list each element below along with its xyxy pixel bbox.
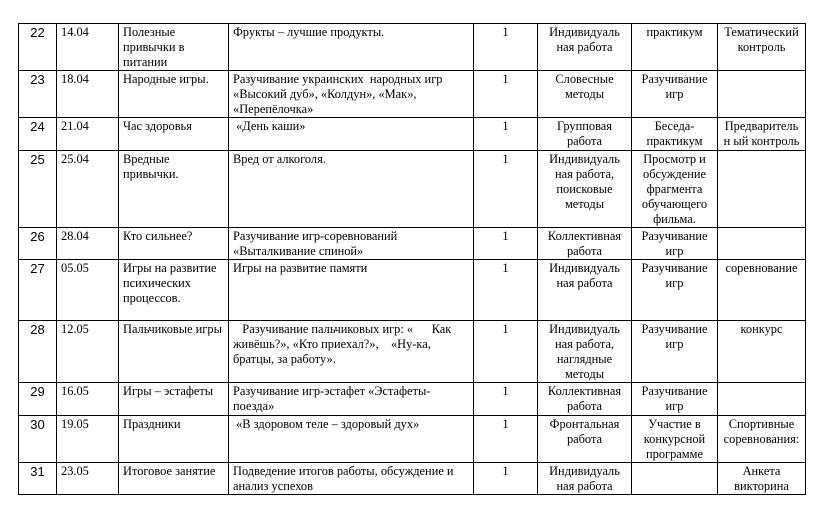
lesson-date: 19.05 [57,416,119,463]
lesson-hours: 1 [474,383,538,416]
row-number: 31 [19,463,57,495]
lesson-control: Спортивные соревнования: [718,416,806,463]
lesson-form: Индивидуаль ная работа [538,463,632,495]
table-row [19,71,806,118]
lesson-content-text: «В здоровом теле – здоровый дух» [233,417,420,431]
lesson-content [229,71,474,118]
lesson-hours: 1 [474,321,538,383]
table-row [19,416,806,463]
lesson-topic: Пальчиковые игры [119,321,229,383]
lesson-topic: Игры на развитие психических процессов. [119,260,229,321]
lesson-content-text: Разучивание украинских народных игр «Высокий дуб», «Колдун», «Мак», «Перепёлочка» [233,72,446,116]
table-row [19,118,806,151]
row-number: 25 [19,151,57,228]
lesson-method: Разучивание игр [632,71,718,118]
lesson-content-text: Фрукты – лучшие продукты. [233,25,385,39]
row-number: 29 [19,383,57,416]
lesson-form: Словесные методы [538,71,632,118]
lesson-form: Индивидуаль ная работа, поисковые методы [538,151,632,228]
lesson-form: Индивидуаль ная работа [538,24,632,71]
lesson-content-text: Разучивание игр-эстафет «Эстафеты-поезда» [233,384,431,413]
lesson-content [229,118,474,151]
row-number: 23 [19,71,57,118]
lesson-topic: Народные игры. [119,71,229,118]
lesson-method: Беседа-практикум [632,118,718,151]
lesson-form: Индивидуаль ная работа, наглядные методы [538,321,632,383]
row-number: 30 [19,416,57,463]
lesson-form: Коллективная работа [538,228,632,260]
lesson-form: Фронтальная работа [538,416,632,463]
lesson-hours: 1 [474,71,538,118]
lesson-date: 23.05 [57,463,119,495]
lesson-date: 25.04 [57,151,119,228]
lesson-content [229,383,474,416]
lesson-content [229,321,474,383]
row-number: 24 [19,118,57,151]
table-row [19,228,806,260]
lesson-control [718,383,806,416]
lesson-topic: Итоговое занятие [119,463,229,495]
lesson-topic: Час здоровья [119,118,229,151]
lesson-control: соревнование [718,260,806,321]
lesson-method: Разучивание игр [632,228,718,260]
lesson-hours: 1 [474,416,538,463]
lesson-control: Анкета викторина [718,463,806,495]
lesson-topic: Вредные привычки. [119,151,229,228]
lesson-method: практикум [632,24,718,71]
lesson-hours: 1 [474,151,538,228]
lesson-method: Разучивание игр [632,260,718,321]
lesson-content [229,416,474,463]
lesson-topic: Игры – эстафеты [119,383,229,416]
table-row [19,260,806,321]
lesson-content [229,463,474,495]
table-row [19,383,806,416]
lesson-topic: Праздники [119,416,229,463]
lesson-date: 28.04 [57,228,119,260]
lesson-form: Групповая работа [538,118,632,151]
lesson-topic: Кто сильнее? [119,228,229,260]
lesson-content [229,228,474,260]
lesson-content-text: Подведение итогов работы, обсуждение и анализ успехов [233,464,457,493]
lesson-control: Предварительн ый контроль [718,118,806,151]
lesson-control [718,228,806,260]
lesson-date: 18.04 [57,71,119,118]
lesson-control: Тематический контроль [718,24,806,71]
lesson-hours: 1 [474,118,538,151]
lesson-method: Разучивание игр [632,383,718,416]
lesson-plan-table [18,23,806,495]
lesson-method [632,463,718,495]
lesson-content-text: Разучивание игр-соревнований «Выталкивание спиной» [233,229,401,258]
lesson-date: 14.04 [57,24,119,71]
lesson-control [718,151,806,228]
lesson-hours: 1 [474,260,538,321]
lesson-content-text: «День каши» [233,119,306,133]
row-number: 26 [19,228,57,260]
row-number: 22 [19,24,57,71]
lesson-method: Просмотр и обсуждение фрагмента обучающего фильма. [632,151,718,228]
lesson-form: Индивидуаль ная работа [538,260,632,321]
row-number: 28 [19,321,57,383]
lesson-form: Коллективная работа [538,383,632,416]
lesson-content [229,260,474,321]
lesson-date: 21.04 [57,118,119,151]
lesson-topic: Полезные привычки в питании [119,24,229,71]
lesson-content-text: Игры на развитие памяти [233,261,368,275]
lesson-content-text: Разучивание пальчиковых игр: « Как живёшь?», «Кто приехал?», «Ну-ка, братцы, за работу». [233,322,455,366]
lesson-date: 12.05 [57,321,119,383]
lesson-method: Разучивание игр [632,321,718,383]
lesson-date: 05.05 [57,260,119,321]
lesson-date: 16.05 [57,383,119,416]
lesson-method: Участие в конкурсной программе [632,416,718,463]
lesson-hours: 1 [474,228,538,260]
lesson-content [229,151,474,228]
lesson-content [229,24,474,71]
lesson-hours: 1 [474,463,538,495]
lesson-control: конкурс [718,321,806,383]
table-row [19,321,806,383]
table-row [19,463,806,495]
lesson-content-text: Вред от алкоголя. [233,152,326,166]
row-number: 27 [19,260,57,321]
table-row [19,24,806,71]
lesson-control [718,71,806,118]
table-row [19,151,806,228]
lesson-hours: 1 [474,24,538,71]
